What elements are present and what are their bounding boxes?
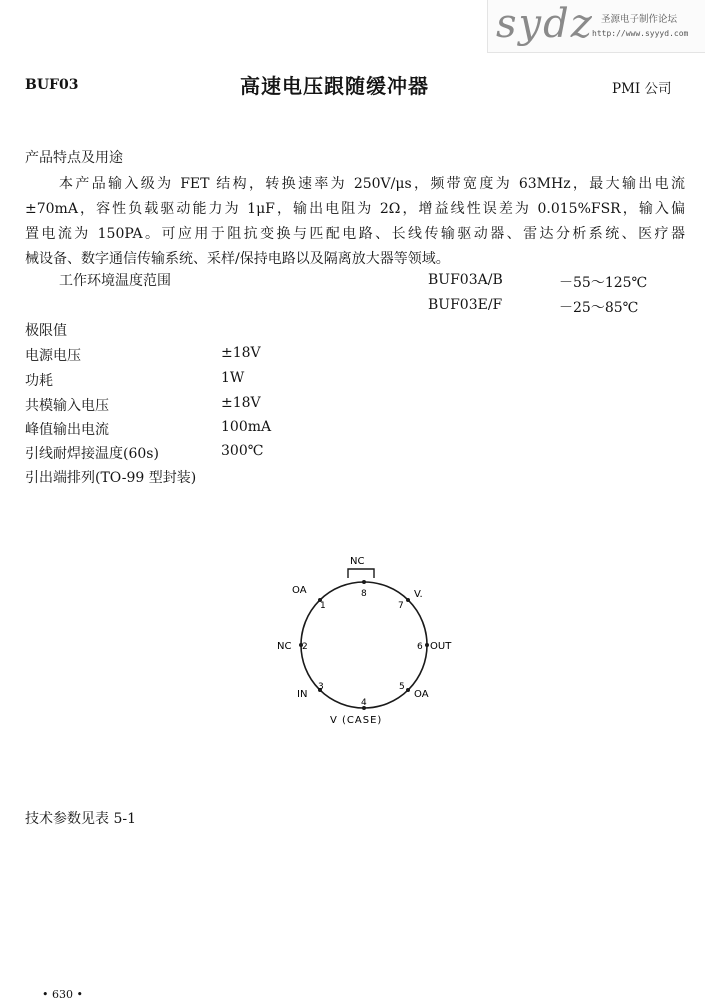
pin-label: NC <box>277 641 292 652</box>
pin-label: IN <box>297 689 308 700</box>
pin-dot <box>425 643 429 647</box>
pin-number: 2 <box>302 642 308 652</box>
temperature-model: BUF03A/B <box>428 272 503 288</box>
rating-name: 电源电压 <box>25 348 81 364</box>
pinout-heading: 引出端排列(TO-99 型封装) <box>25 470 197 486</box>
temperature-label: 工作环境温度范围 <box>59 273 171 289</box>
pin-dot <box>406 688 410 692</box>
page-title: 高速电压跟随缓冲器 <box>240 74 429 98</box>
rating-value: ±18V <box>221 345 261 361</box>
rating-value: 1W <box>221 370 245 386</box>
company-name: PMI 公司 <box>612 81 672 97</box>
pin-number: 1 <box>320 601 326 611</box>
rating-name: 功耗 <box>25 373 53 389</box>
features-line: ±70mA，容性负载驱动能力为 1μF，输出电阻为 2Ω，增益线性误差为 0.015%FSR，输入偏 <box>25 201 685 217</box>
features-line: 械设备、数字通信传输系统、采样/保持电路以及隔离放大器等领域。 <box>25 251 450 267</box>
pin-number: 4 <box>361 698 367 708</box>
part-code: BUF03 <box>25 77 79 93</box>
watermark-url: http://www.syyyd.com <box>592 29 689 38</box>
ratings-heading: 极限值 <box>25 323 67 339</box>
temperature-model: BUF03E/F <box>428 297 503 313</box>
pin-label: OA <box>414 689 429 700</box>
rating-name: 峰值输出电流 <box>25 422 109 438</box>
pin-number: 3 <box>318 682 324 692</box>
pin-label: OUT <box>430 641 452 652</box>
watermark-logo: sydz <box>496 1 594 47</box>
pin-label: OA <box>292 585 307 596</box>
rating-name: 引线耐焊接温度(60s) <box>25 446 159 462</box>
pin-number: 6 <box>417 642 423 652</box>
features-line: 本产品输入级为 FET 结构，转换速率为 250V/μs，频带宽度为 63MHz，最大输出电流 <box>59 176 685 192</box>
pin-label: V. <box>414 589 423 600</box>
rating-value: 100mA <box>221 419 272 435</box>
pin-label: V (CASE) <box>330 715 383 726</box>
rating-name: 共模输入电压 <box>25 398 109 414</box>
features-line: 置电流为 150PA。可应用于阻抗变换与匹配电路、长线传输驱动器、雷达分析系统、医疗器 <box>25 226 685 242</box>
temperature-range: －55～125℃ <box>559 275 648 291</box>
pin-number: 7 <box>398 601 404 611</box>
parameters-note: 技术参数见表 5-1 <box>25 811 136 827</box>
pin-label: NC <box>350 556 365 567</box>
pin-dot <box>362 580 366 584</box>
rating-value: 300℃ <box>221 443 264 459</box>
temperature-range: －25～85℃ <box>559 300 639 316</box>
pin-number: 8 <box>361 589 367 599</box>
pin-dot <box>406 598 410 602</box>
rating-value: ±18V <box>221 395 261 411</box>
pin-number: 5 <box>399 682 405 692</box>
watermark-site-name: 圣源电子制作论坛 <box>601 14 678 25</box>
package-tab <box>348 569 374 578</box>
features-heading: 产品特点及用途 <box>25 150 123 166</box>
page-number: • 630 • <box>42 988 83 1001</box>
